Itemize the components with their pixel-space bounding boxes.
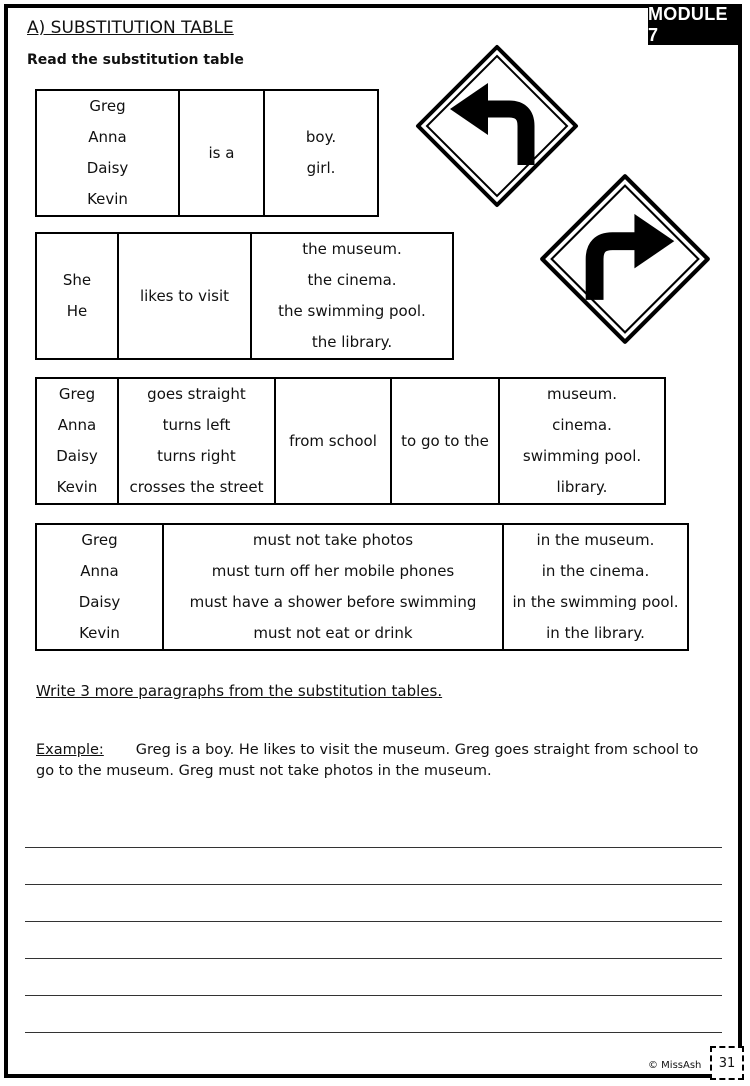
section-title: A) SUBSTITUTION TABLE [27, 18, 234, 38]
table-cell-text: girl. [306, 159, 336, 177]
table-cell-text: Anna [57, 416, 97, 434]
table-cell-text: must turn off her mobile phones [211, 562, 455, 580]
table-cell-text: goes straight [147, 385, 246, 403]
task-instruction: Write 3 more paragraphs from the substitution tables. [36, 682, 443, 700]
substitution-table-3 [35, 377, 666, 505]
table-cell-text: She [62, 271, 92, 289]
table-cell-text: Kevin [56, 478, 98, 496]
table-cell-text: He [66, 302, 88, 320]
table-cell-text: Daisy [78, 593, 121, 611]
table-cell-text: turns right [157, 447, 236, 465]
writing-line[interactable] [25, 847, 722, 848]
substitution-table-1 [35, 89, 379, 217]
table2-place-cell [251, 233, 453, 359]
substitution-table-2 [35, 232, 454, 360]
table-cell-text: Greg [89, 97, 126, 115]
writing-line[interactable] [25, 958, 722, 959]
table-cell-text: turns left [162, 416, 231, 434]
table-cell-text: Kevin [79, 624, 120, 642]
table-cell-text: must not take photos [252, 531, 414, 549]
table-cell-text: the library. [311, 333, 393, 351]
writing-line[interactable] [25, 1032, 722, 1033]
table-cell-text: Greg [81, 531, 118, 549]
module-badge: MODULE 7 [648, 5, 742, 45]
example-text: Greg is a boy. He likes to visit the museum. Greg goes straight from school to go to the museum. Greg must not take photos in the museum. [36, 742, 699, 779]
table4-rules-cell [163, 524, 503, 650]
table-cell-text: in the museum. [536, 531, 655, 549]
table-cell-text: must have a shower before swimming [189, 593, 477, 611]
writing-line[interactable] [25, 884, 722, 885]
table1-names-cell [36, 90, 179, 216]
writing-line[interactable] [25, 995, 722, 996]
table-cell-text: Anna [88, 128, 127, 146]
table-cell-text: Anna [80, 562, 119, 580]
table1-verb-cell: is a [179, 90, 264, 216]
table-cell-text: Daisy [86, 159, 129, 177]
table3-names-cell [36, 378, 118, 504]
table-cell-text: in the swimming pool. [512, 593, 679, 611]
table-cell-text: museum. [546, 385, 618, 403]
table1-noun-cell [264, 90, 378, 216]
substitution-table-4 [35, 523, 689, 651]
table2-pronoun-cell [36, 233, 118, 359]
table3-direction-cell [118, 378, 275, 504]
copyright-text: © MissAsh [648, 1060, 702, 1071]
table-cell-text: Kevin [87, 190, 128, 208]
table2-verb-cell: likes to visit [118, 233, 251, 359]
table-cell-text: must not eat or drink [253, 624, 413, 642]
table-cell-text: in the library. [546, 624, 645, 642]
table3-place-cell [499, 378, 665, 504]
table3-from-cell: from school [275, 378, 391, 504]
table-cell-text: crosses the street [129, 478, 264, 496]
page-number: 31 [710, 1046, 744, 1080]
table-cell-text: the museum. [302, 240, 402, 258]
example-label: Example: [36, 742, 104, 758]
table-cell-text: Daisy [56, 447, 98, 465]
table-cell-text: the swimming pool. [278, 302, 426, 320]
turn-right-sign-icon [538, 172, 712, 346]
table-cell-text: swimming pool. [522, 447, 642, 465]
example-paragraph [36, 740, 716, 782]
table4-names-cell [36, 524, 163, 650]
table3-goto-cell: to go to the [391, 378, 499, 504]
table-cell-text: cinema. [552, 416, 612, 434]
table-cell-text: boy. [305, 128, 337, 146]
table-cell-text: Greg [58, 385, 96, 403]
table-cell-text: in the cinema. [541, 562, 650, 580]
table-cell-text: library. [556, 478, 608, 496]
instruction-text: Read the substitution table [27, 52, 244, 68]
table-cell-text: the cinema. [307, 271, 397, 289]
writing-line[interactable] [25, 921, 722, 922]
table4-place-cell [503, 524, 688, 650]
